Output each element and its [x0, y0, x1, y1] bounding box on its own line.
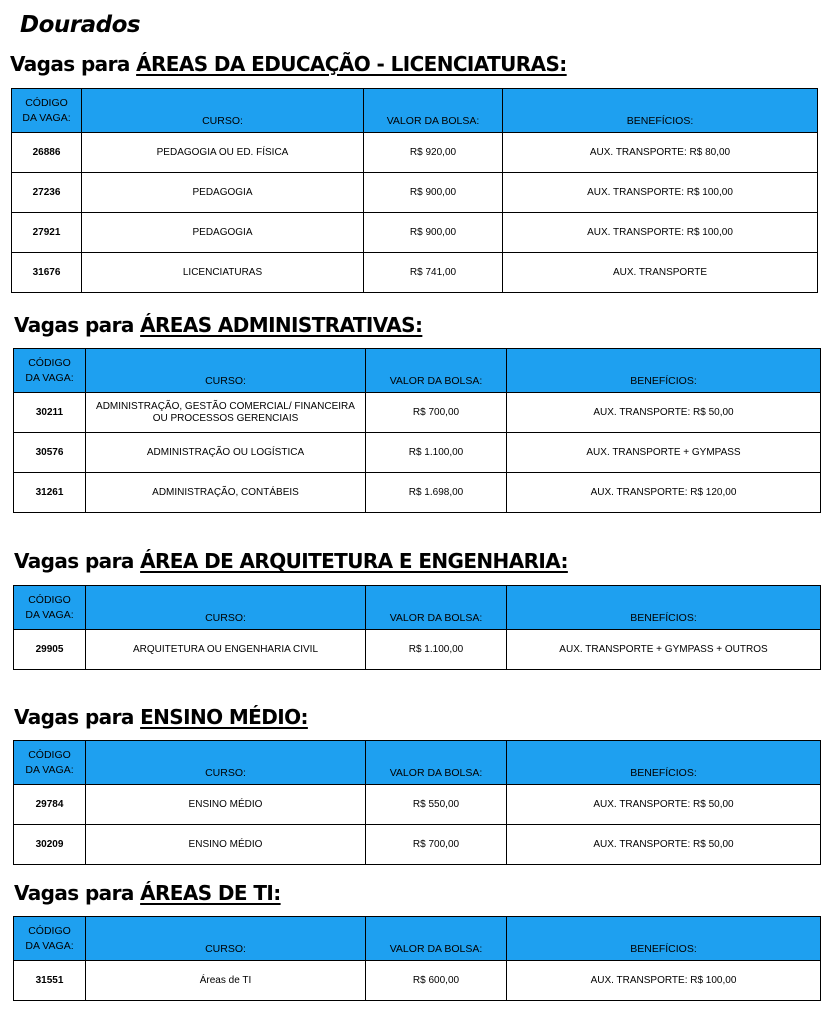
vacancy-value: R$ 920,00	[364, 133, 503, 173]
section-title-prefix: Vagas para	[14, 705, 141, 729]
header-code-line1: CÓDIGO	[28, 593, 71, 606]
vacancy-benefits: AUX. TRANSPORTE: R$ 50,00	[507, 825, 821, 865]
header-benefits: BENEFÍCIOS:	[507, 741, 821, 785]
table-row	[14, 473, 821, 513]
section-title-area: ENSINO MÉDIO:	[140, 705, 308, 729]
city-title: Dourados	[20, 12, 141, 38]
section-title-area: ÁREAS DE TI:	[140, 881, 281, 905]
header-course: CURSO:	[86, 741, 366, 785]
vacancy-value: R$ 700,00	[366, 825, 507, 865]
vacancy-benefits: AUX. TRANSPORTE: R$ 50,00	[507, 785, 821, 825]
header-course: CURSO:	[86, 586, 366, 630]
vacancy-table	[13, 585, 821, 670]
vacancy-code: 31551	[14, 961, 86, 1001]
vacancy-course: PEDAGOGIA	[82, 213, 364, 253]
section-title-prefix: Vagas para	[14, 549, 141, 573]
header-code	[14, 349, 86, 393]
vacancy-code: 30209	[14, 825, 86, 865]
header-code	[14, 917, 86, 961]
table-header-row	[14, 741, 821, 785]
vacancy-code: 26886	[12, 133, 82, 173]
table-row	[14, 433, 821, 473]
vacancy-course: ENSINO MÉDIO	[86, 785, 366, 825]
vacancy-benefits: AUX. TRANSPORTE: R$ 100,00	[503, 213, 818, 253]
vacancy-benefits: AUX. TRANSPORTE: R$ 100,00	[503, 173, 818, 213]
vacancy-benefits: AUX. TRANSPORTE: R$ 80,00	[503, 133, 818, 173]
vacancy-table	[13, 740, 821, 865]
table-row	[14, 630, 821, 670]
vacancy-value: R$ 1.100,00	[366, 630, 507, 670]
header-code-line2: DA VAGA:	[25, 608, 74, 621]
header-course: CURSO:	[86, 349, 366, 393]
header-code-line1: CÓDIGO	[28, 924, 71, 937]
section-title	[14, 705, 308, 729]
header-code-line1: CÓDIGO	[25, 96, 68, 109]
vacancy-benefits: AUX. TRANSPORTE	[503, 253, 818, 293]
vacancy-code: 30211	[14, 393, 86, 433]
vacancy-value: R$ 700,00	[366, 393, 507, 433]
vacancy-code: 27236	[12, 173, 82, 213]
vacancy-benefits: AUX. TRANSPORTE: R$ 120,00	[507, 473, 821, 513]
vacancy-course: ADMINISTRAÇÃO, CONTÁBEIS	[86, 473, 366, 513]
vacancy-course: ADMINISTRAÇÃO, GESTÃO COMERCIAL/ FINANCEIRA OU PROCESSOS GERENCIAIS	[86, 393, 366, 433]
vacancy-course: Áreas de TI	[86, 961, 366, 1001]
vacancy-code: 31261	[14, 473, 86, 513]
vacancy-benefits: AUX. TRANSPORTE + GYMPASS + OUTROS	[507, 630, 821, 670]
header-code-line2: DA VAGA:	[25, 763, 74, 776]
table-row	[12, 133, 818, 173]
header-code	[14, 741, 86, 785]
header-benefits: BENEFÍCIOS:	[503, 89, 818, 133]
section-title-prefix: Vagas para	[10, 52, 137, 76]
vacancy-code: 31676	[12, 253, 82, 293]
vacancy-table	[13, 916, 821, 1001]
vacancy-course: LICENCIATURAS	[82, 253, 364, 293]
header-code-line1: CÓDIGO	[28, 356, 71, 369]
vacancy-course: ADMINISTRAÇÃO OU LOGÍSTICA	[86, 433, 366, 473]
vacancy-benefits: AUX. TRANSPORTE: R$ 50,00	[507, 393, 821, 433]
section-title-area: ÁREAS DA EDUCAÇÃO - LICENCIATURAS:	[136, 52, 567, 76]
vacancy-table	[13, 348, 821, 513]
vacancy-value: R$ 900,00	[364, 173, 503, 213]
header-code	[14, 586, 86, 630]
vacancy-value: R$ 600,00	[366, 961, 507, 1001]
table-row	[14, 825, 821, 865]
table-header-row	[14, 586, 821, 630]
vacancy-benefits: AUX. TRANSPORTE: R$ 100,00	[507, 961, 821, 1001]
header-course: CURSO:	[82, 89, 364, 133]
table-row	[12, 173, 818, 213]
header-value: VALOR DA BOLSA:	[364, 89, 503, 133]
table-row	[12, 213, 818, 253]
header-code-line2: DA VAGA:	[25, 939, 74, 952]
vacancy-course: PEDAGOGIA OU ED. FÍSICA	[82, 133, 364, 173]
table-header-row	[12, 89, 818, 133]
header-course: CURSO:	[86, 917, 366, 961]
section-title	[14, 313, 422, 337]
header-code-line2: DA VAGA:	[25, 371, 74, 384]
vacancy-table	[11, 88, 818, 293]
table-row	[14, 961, 821, 1001]
vacancy-value: R$ 550,00	[366, 785, 507, 825]
section-title-prefix: Vagas para	[14, 881, 141, 905]
header-value: VALOR DA BOLSA:	[366, 586, 507, 630]
vacancy-course: ARQUITETURA OU ENGENHARIA CIVIL	[86, 630, 366, 670]
section-title-prefix: Vagas para	[14, 313, 141, 337]
vacancy-code: 30576	[14, 433, 86, 473]
header-code-line2: DA VAGA:	[22, 111, 71, 124]
vacancy-value: R$ 900,00	[364, 213, 503, 253]
vacancy-value: R$ 1.698,00	[366, 473, 507, 513]
table-row	[14, 393, 821, 433]
header-benefits: BENEFÍCIOS:	[507, 349, 821, 393]
header-benefits: BENEFÍCIOS:	[507, 917, 821, 961]
header-benefits: BENEFÍCIOS:	[507, 586, 821, 630]
table-row	[12, 253, 818, 293]
table-header-row	[14, 917, 821, 961]
vacancy-code: 27921	[12, 213, 82, 253]
header-code-line1: CÓDIGO	[28, 748, 71, 761]
header-code	[12, 89, 82, 133]
table-row	[14, 785, 821, 825]
vacancy-code: 29784	[14, 785, 86, 825]
section-title	[14, 881, 281, 905]
section-title	[14, 549, 568, 573]
section-title	[10, 52, 567, 76]
vacancy-course: PEDAGOGIA	[82, 173, 364, 213]
header-value: VALOR DA BOLSA:	[366, 741, 507, 785]
vacancy-code: 29905	[14, 630, 86, 670]
vacancy-value: R$ 741,00	[364, 253, 503, 293]
header-value: VALOR DA BOLSA:	[366, 349, 507, 393]
header-value: VALOR DA BOLSA:	[366, 917, 507, 961]
table-header-row	[14, 349, 821, 393]
vacancy-value: R$ 1.100,00	[366, 433, 507, 473]
section-title-area: ÁREAS ADMINISTRATIVAS:	[140, 313, 423, 337]
section-title-area: ÁREA DE ARQUITETURA E ENGENHARIA:	[140, 549, 568, 573]
vacancy-course: ENSINO MÉDIO	[86, 825, 366, 865]
vacancy-benefits: AUX. TRANSPORTE + GYMPASS	[507, 433, 821, 473]
